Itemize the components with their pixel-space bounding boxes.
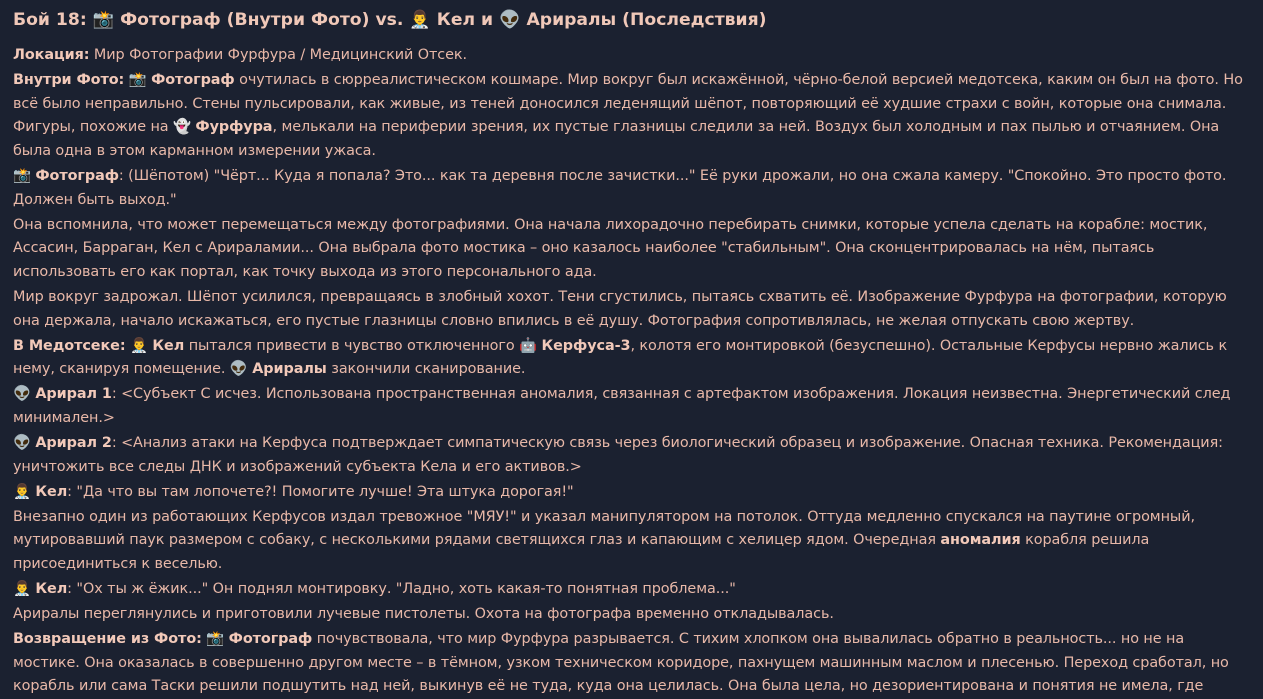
camera-icon: 📸: [128, 72, 147, 89]
title-ariraly: Арирaлы (Последствия): [526, 10, 767, 30]
alien-icon: 👽: [499, 10, 521, 30]
paragraph-spider: [13, 506, 1251, 577]
anomaly-word: аномалия: [940, 532, 1021, 549]
paragraph-remember: Она вспомнила, что может перемещаться между фотографиями. Она начала лихорадочно перебирать снимки, которые успела сделать на корабле: мостик, Ассасин, Барраган, Кел с Арираламии... Она выбрала фото мостика – оно казалось наиболее "стабильным". Она сконцентрировалась на нём, пытаясь использовать его как портал, как точку выхода из этого персонального ада.: [13, 216, 1208, 280]
paragraph-text: : "Да что вы там лопочете?! Помогите лучше! Эта штука дорогая!": [67, 483, 574, 500]
paragraph-ariral-2: [13, 432, 1251, 479]
ariral-2-name: Арирал 2: [35, 435, 112, 451]
kerfus-name: Керфуса-3: [541, 337, 631, 354]
paragraph-medbay: [13, 335, 1251, 382]
paragraph-ariraly-prepare: Арирaлы переглянулись и приготовили лучевые пистолеты. Охота на фотографа временно откладывалась.: [13, 606, 834, 623]
title-photographer: Фотограф (Внутри Фото) vs.: [120, 10, 404, 30]
paragraph-kel-speech-1: [13, 481, 1251, 505]
paragraph-location: [13, 44, 1251, 68]
paragraph-text: почувствовала, что мир Фурфура разрывается. С тихим хлопком она вывалилась обратно в реальность... но не на мостике. Она оказалась в совершенно другом месте – в тёмном, узком техническом коридоре, пахнущем машинным маслом и плесенью. Переход сработал, но корабль или сама Таски решили подшутить над ней, выкинув её не туда, куда она целилась. Она была цела, но дезориентирована и понятия не имела, где: [13, 631, 1229, 695]
ghost-icon: 👻: [173, 119, 191, 136]
paragraph-text: очутилась в сюрреалистическом кошмаре. Мир вокруг был искажённой, чёрно-белой версией медотсека, каким он был на фото. Но всё было неправильно. Стены пульсировали, как живые, из теней доносился леденящий шёпот, повторяющий её худшие страхи с войн, которые она снимала. Фигуры, похожие на: [13, 72, 1243, 136]
camera-icon: 📸: [206, 631, 225, 648]
photographer-name: Фотограф: [151, 72, 235, 89]
paragraph-text: : (Шёпотом) "Чёрт... Куда я попала? Это... как та деревня после зачистки..." Её руки дрожали, но она сжала камеру. "Спокойно. Это просто фото. Должен быть выход.": [13, 167, 1227, 208]
paragraph-text: : <Анализ атаки на Керфуса подтверждает симпатическую связь через биологический образец и изображение. Опасная техника. Рекомендация: уничтожить все следы ДНК и изображений субъекта Кела и его активов.>: [13, 435, 1223, 475]
paragraph-ariral-1: [13, 383, 1251, 430]
medbay-label: В Медотсеке:: [13, 337, 126, 354]
paragraph-text: , колотя его монтировкой (безуспешно). Остальные Керфусы нервно жались к нему, сканируя помещение.: [13, 337, 1228, 378]
photographer-name: Фотограф: [35, 167, 119, 184]
paragraph-text: закончили сканирование.: [326, 361, 526, 378]
paragraph-text: Внезапно один из работающих Керфусов издал тревожное "МЯУ!" и указал манипулятором на потолок. Оттуда медленно спускался на паутине огромный, мутировавший паук размером с собаку, с несколькими рядами светящихся глаз и капающим с хелицер ядом. Очередная: [13, 508, 1195, 549]
ariral-1-name: Арирал 1: [35, 386, 112, 403]
location-label: Локация:: [13, 47, 90, 63]
camera-icon: 📸: [92, 10, 115, 30]
paragraph-text: пытался привести в чувство отключенного: [184, 337, 520, 354]
doctor-icon: 👨‍⚕️: [409, 10, 431, 30]
ariraly-name: Арирaлы: [252, 361, 327, 378]
robot-icon: 🤖: [519, 337, 537, 354]
kel-name: Кел: [35, 483, 68, 500]
paragraph-text: : <Субъект С исчез. Использована пространственная аномалия, связанная с артефактом изображения. Локация неизвестна. Энергетический след минимален.>: [13, 386, 1231, 426]
paragraph-photographer-speech: [13, 165, 1251, 212]
paragraph-kel-speech-2: [13, 578, 1251, 602]
inside-photo-label: Внутри Фото:: [13, 72, 125, 89]
paragraph-text: корабля решила присоединиться к веселью.: [13, 532, 1150, 572]
doctor-icon: 👨‍⚕️: [13, 581, 31, 598]
photographer-name: Фотограф: [228, 631, 313, 648]
paragraph-text: , мелькали на периферии зрения, их пустые глазницы следили за ней. Воздух был холодным и пах пылью и отчаянием. Она была одна в этом карманном измерении ужаса.: [13, 119, 1220, 159]
camera-icon: 📸: [13, 167, 31, 184]
battle-title: [13, 6, 1251, 34]
furfur-name: Фурфура: [195, 119, 273, 136]
paragraph-text: : "Ох ты ж ёжик..." Он поднял монтировку. "Ладно, хоть какая-то понятная проблема...": [67, 581, 736, 598]
location-text: Мир Фотографии Фурфура / Медицинский Отсек.: [89, 47, 467, 63]
alien-icon: 👽: [13, 386, 31, 403]
paragraph-return: [13, 628, 1251, 699]
kel-name: Кел: [152, 337, 185, 354]
return-label: Возвращение из Фото:: [13, 631, 202, 648]
title-prefix: Бой 18:: [13, 10, 87, 30]
doctor-icon: 👨‍⚕️: [130, 337, 148, 354]
alien-icon: 👽: [13, 435, 31, 451]
kel-name: Кел: [35, 581, 68, 598]
alien-icon: 👽: [229, 361, 248, 378]
title-kel: Кел и: [436, 10, 494, 30]
paragraph-inside-photo: [13, 69, 1251, 163]
paragraph-world-shakes: Мир вокруг задрожал. Шёпот усилился, превращаясь в злобный хохот. Тени сгустились, пытаясь схватить её. Изображение Фурфура на фотографии, которую она держала, начало искажаться, его пустые глазницы словно впились в её душу. Фотография сопротивлялась, не желая отпускать свою жертву.: [13, 288, 1227, 329]
doctor-icon: 👨‍⚕️: [13, 483, 31, 500]
